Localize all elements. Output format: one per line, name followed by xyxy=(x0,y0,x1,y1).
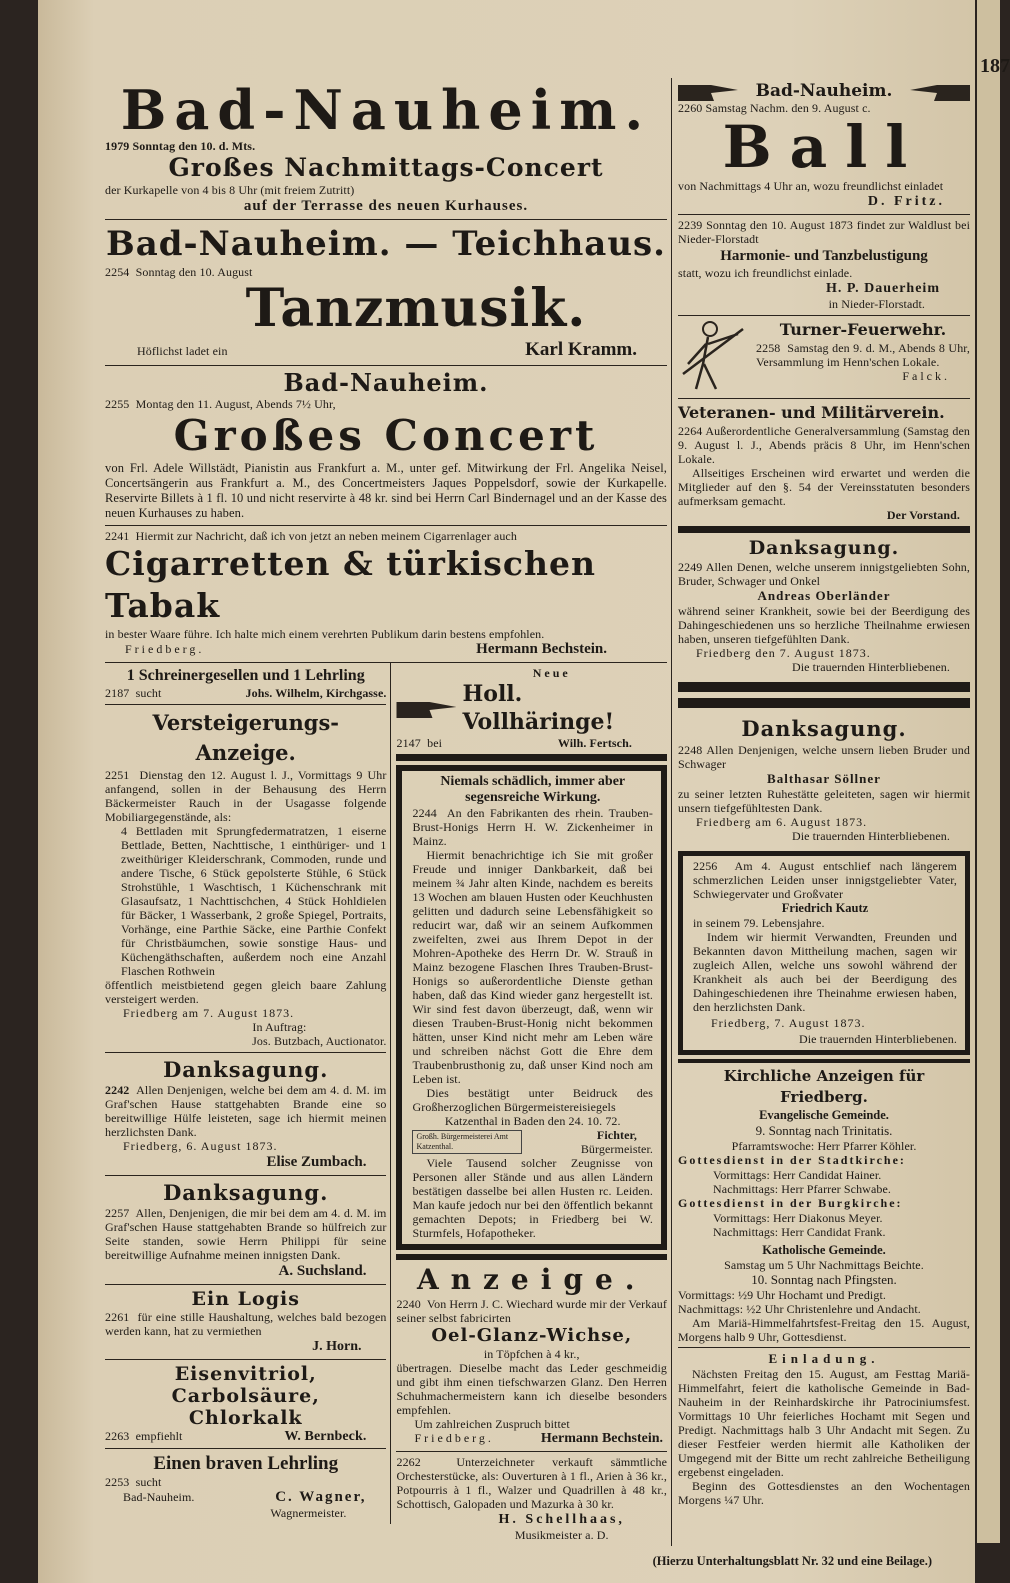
ad-2239 xyxy=(678,215,970,316)
ad-2263 xyxy=(105,1360,386,1449)
ad-2244-box xyxy=(396,765,667,1250)
product: Eisenvitriol, xyxy=(174,1363,317,1385)
ad-number: 2263 xyxy=(105,1429,130,1443)
place: Bad-Nauheim. xyxy=(123,1490,195,1504)
date: Friedberg, 6. August 1873. xyxy=(123,1139,278,1153)
name: Friedrich Kautz xyxy=(781,901,869,915)
body2: Allseitiges Erscheinen wird erwartet und werden die Mitglieder auf den §. 54 der Vereinsstatuten besonders aufmerksam gemacht. xyxy=(678,466,970,508)
catholic-saturday: Samstag um 5 Uhr Nachmittags Beichte. xyxy=(724,1258,924,1272)
intro: An den Fabrikanten des rhein. Trauben-Brust-Honigs Herrn H. W. Zickenheimer in Mainz. xyxy=(412,806,653,848)
title: Holl. Vollhäringe! xyxy=(462,681,615,735)
heading: Danksagung. xyxy=(163,1057,329,1082)
product: Carbolsäure, xyxy=(171,1385,320,1407)
signature: D. Fritz. xyxy=(867,194,945,209)
ad-number: 1979 xyxy=(105,139,130,153)
ad-2264 xyxy=(678,399,970,533)
ad-number: 2260 xyxy=(678,101,703,115)
body: statt, wozu ich freundlichst einlade. xyxy=(678,266,853,280)
place: in Nieder-Florstadt. xyxy=(828,297,925,311)
catholic-feast: Am Mariä-Himmelfahrtsfest-Freitag den 15. August, Morgens halb 9 Uhr, Gottesdienst. xyxy=(678,1316,970,1344)
pointing-hand-icon xyxy=(910,81,970,101)
title: Harmonie- und Tanzbelustigung xyxy=(720,248,928,264)
title: Großes Concert xyxy=(173,411,599,460)
ad-2251 xyxy=(105,705,386,1053)
signature: Der Vorstand. xyxy=(886,508,960,522)
ad-number: 2248 xyxy=(678,743,703,757)
ad-number: 2187 xyxy=(105,686,130,700)
intro-line xyxy=(105,529,667,543)
intro: Allen Denjenigen, welche unsern lieben Bruder und Schwager xyxy=(678,743,970,771)
signature: Elise Zumbach. xyxy=(266,1154,367,1170)
date-line xyxy=(105,265,667,279)
intro: Am 4. August entschlief nach längerem schmerzlichen Leiden unser innigstgeliebter Vater, Schwiegervater und Großvater xyxy=(693,859,957,901)
date: Sonntag den 10. August xyxy=(135,265,253,279)
title: Cigarretten & türkischen Tabak xyxy=(105,544,596,625)
invite: Höflichst ladet ein xyxy=(137,344,228,358)
pointing-hand-icon xyxy=(396,698,456,718)
ad-number: 2258 xyxy=(756,341,781,355)
intro: Hiermit zur Nachricht, daß ich von jetzt an neben meinem Cigarrenlager auch xyxy=(135,529,517,543)
burgkirche-item: Nachmittags: Herr Candidat Frank. xyxy=(713,1225,886,1239)
ad-number: 2262 xyxy=(396,1455,421,1469)
ad-2256-box xyxy=(678,851,970,1055)
heading: Kirchliche Anzeigen für Friedberg. xyxy=(723,1067,925,1106)
footer-note: (Hierzu Unterhaltungsblatt Nr. 32 und eine Beilage.) xyxy=(652,1554,932,1568)
ad-number: 2251 xyxy=(105,768,130,782)
signature: H. Schellhaas, xyxy=(498,1512,625,1527)
right-column xyxy=(672,78,970,1511)
seal: Großh. Bürgermeisterei Amt Katzenthal. xyxy=(412,1130,522,1154)
date-line xyxy=(105,397,667,411)
signature: W. Bernbeck. xyxy=(284,1429,367,1444)
ad-number: 2242 xyxy=(105,1083,130,1097)
body: Außerordentliche Generalversammlung (Samstag den 9. August l. J., Abends präcis 8 Uhr, im Henn'schen Lokale. xyxy=(678,424,970,466)
product: Chlorkalk xyxy=(188,1407,303,1429)
place: auf der Terrasse des neuen Kurhauses. xyxy=(243,198,529,214)
signature: Wilh. Fertsch. xyxy=(557,736,632,750)
name: Andreas Oberländer xyxy=(757,588,891,603)
intro: Sonntag den 10. August 1873 findet zur Waldlust bei Nieder-Florstadt xyxy=(678,218,970,246)
date: Katzenthal in Baden den 24. 10. 72. xyxy=(444,1114,621,1128)
lower-columns xyxy=(105,663,667,1546)
body: für eine stille Haushaltung, welches bald bezogen werden kann, hat zu vermiethen xyxy=(105,1310,387,1338)
ad-number: 2254 xyxy=(105,265,130,279)
signature: Hermann Bechstein. xyxy=(540,1431,663,1446)
date: Friedberg den 7. August 1873. xyxy=(696,646,871,660)
heading: Bad-Nauheim. xyxy=(755,81,893,101)
heading: Danksagung. xyxy=(748,537,900,559)
burgkirche-heading: Gottesdienst in der Burgkirche: xyxy=(678,1196,903,1210)
name: Balthasar Söllner xyxy=(767,771,881,786)
signature: J. Horn. xyxy=(312,1339,362,1354)
newspaper-page xyxy=(38,0,975,1583)
ad-2248 xyxy=(678,712,970,847)
heading: Versteigerungs-Anzeige. xyxy=(152,710,339,765)
ad-2240 xyxy=(396,1254,667,1452)
catholic-time: Vormittags: ½9 Uhr Hochamt und Predigt. xyxy=(678,1288,886,1302)
confirm: Dies bestätigt unter Beidruck des Großherzoglichen Bürgermeistereisiegels xyxy=(412,1086,653,1114)
title: Großes Nachmittags-Concert xyxy=(168,153,604,182)
ad-2147 xyxy=(396,663,667,761)
column-2 xyxy=(391,663,667,1546)
commission: In Auftrag: xyxy=(252,1020,307,1034)
body: von Nachmittags 4 Uhr an, wozu freundlichst einladet xyxy=(678,179,944,193)
ad-number: 2255 xyxy=(105,397,130,411)
ad-2254 xyxy=(105,220,667,366)
body: während seiner Krankheit, sowie bei der Beerdigung des Dahingeschiedenen uns so herzliche Theilnahme erwiesen haben, unseren tiefgefühlten Dank. xyxy=(678,604,970,646)
body: von Frl. Adele Willstädt, Pianistin aus Frankfurt a. M., unter gef. Mitwirkung der Frl. Angelika Neisel, Concertsängerin aus Frankfurt a. M., des Concertmeisters Jaques Poppelsdorf, sowie der Kurkapelle. Reservirte Billets à 1 fl. 10 und nicht reservirte à 48 kr. sind bei Herrn Carl Bindernagel und an der Kasse des neuen Kurhauses zu haben. xyxy=(105,461,667,520)
heading: Danksagung. xyxy=(741,716,907,741)
ad-number: 2240 xyxy=(396,1297,421,1311)
body: Samstag den 9. d. M., Abends 8 Uhr, Versammlung im Henn'schen Lokale. xyxy=(756,341,971,369)
intro: Von Herrn J. C. Wiechard wurde mir der Verkauf seiner selbst fabricirten xyxy=(396,1297,667,1325)
signature: Falck. xyxy=(902,369,950,383)
heading: Bad-Nauheim. — Teichhaus. xyxy=(105,224,667,264)
divider xyxy=(678,682,970,708)
sub: in Töpfchen à 4 kr., xyxy=(483,1347,580,1361)
invitation-heading: Einladung. xyxy=(768,1351,880,1366)
heading: Veteranen- und Militärverein. xyxy=(678,403,945,422)
items: 4 Bettladen mit Sprungfedermatratzen, 1 eiserne Bettlade, Betten, Nachttische, 1 einthüriger- und 1 zweithüriger Kleiderschrank, Commoden, runde und andere Tische, 6 Stück gepolsterte Stühle, 6 Stück Strohstühle, 1 Waschtisch, 1 Küchenschrank mit Glasaufsatz, 1 Nachttischchen, 4 Stück Hohldielen für Bäcker, 1 Wasserbank, 2 große Spiegel, Portraits, Vorhänge, eine Parthie Säcke, eine Parthie Confekt für Christbäumchen, sowie sonstige Haus- und Küchengäthschaften, außerdem noch eine Anzahl Flaschen Rothwein xyxy=(121,824,387,978)
title: Einen braven Lehrling xyxy=(153,1453,339,1474)
body: Allen Denjenigen, welche bei dem am 4. d. M. im Graf'schen Hause stattgehabten Brande eine so bereitwillige Hülfe leisteten, sage ich hiermit meinen herzlichsten Dank. xyxy=(105,1083,387,1139)
intro: Dienstag den 12. August l. J., Vormittags 9 Uhr anfangend, sollen in der Behausung des Herrn Bäckermeister Rauch in der Usagasse folgende Mobiliargegenstände, als: xyxy=(105,768,387,824)
title: Ball xyxy=(722,113,926,181)
ad-2249 xyxy=(678,533,970,678)
date: Friedberg, 7. August 1873. xyxy=(711,1016,866,1030)
ad-2253 xyxy=(105,1449,386,1524)
signature: C. Wagner, xyxy=(275,1489,367,1505)
church-notices xyxy=(678,1059,970,1511)
body: übertragen. Dieselbe macht das Leder geschmeidig und gibt ihm einen tiefschwarzen Glanz. Den Herren Schuhmachermeistern kann ich dieselbe besonders empfehlen. xyxy=(396,1361,667,1417)
date: Friedberg am 6. August 1873. xyxy=(696,815,868,829)
heading: Ein Logis xyxy=(191,1288,300,1310)
signature: Hermann Bechstein. xyxy=(476,641,607,657)
place: Friedberg. xyxy=(125,642,205,656)
ad-number: 2261 xyxy=(105,1310,130,1324)
heading: Bad-Nauheim. xyxy=(283,368,489,397)
pointing-hand-icon xyxy=(678,81,738,101)
title: Tanzmusik. xyxy=(245,278,587,339)
invitation-body: Nächsten Freitag den 15. August, am Festtag Mariä-Himmelfahrt, feiert die katholische Gemeinde in Bad-Nauheim in der Reinhardskirche ihr Patrociniumsfest. Vormittags 10 Uhr feierliches Hochamt mit Segen und Predigt. Nachmittags halb 3 Uhr Andacht mit Segen. Zu dieser Festfeier werden hiermit alle Katholiken der Umgegend mit der Bitte um recht zahlreiche Betheiligung ergebenst eingeladen. xyxy=(678,1367,970,1479)
ad-2255 xyxy=(105,366,667,526)
evangelical-week: Pfarramtswoche: Herr Pfarrer Köhler. xyxy=(731,1139,917,1153)
signature: Die trauernden Hinterbliebenen. xyxy=(791,829,950,843)
date: Montag den 11. August, Abends 7½ Uhr, xyxy=(135,397,336,411)
intro: Allen Denen, welche unserem innigstgeliebten Sohn, Bruder, Schwager und Onkel xyxy=(678,560,970,588)
body: Unterzeichneter verkauft sämmtliche Orchesterstücke, als: Ouverturen à 1 fl., Arien à 36 kr., Potpourris à 1 fl., Walzer und Quadrillen à 48 kr., Schottisch, Galopaden und Mazurka à 30 kr. xyxy=(396,1455,667,1511)
line: der Kurkapelle von 4 bis 8 Uhr (mit freiem Zutritt) xyxy=(105,183,355,197)
stadtkirche-item: Vormittags: Herr Candidat Hainer. xyxy=(713,1168,882,1182)
ad-number: 2241 xyxy=(105,529,130,543)
catholic-time: Nachmittags: ½2 Uhr Christenlehre und Andacht. xyxy=(678,1302,921,1316)
closing: Viele Tausend solcher Zeugnisse von Personen aller Stände und aus allen Ländern bestätigen dasselbe bei allen Husten rc. Leiden. Man kaufe jedoch nur bei den öffentlich bekannt gemachten Depots; in Friedberg bei W. Sturmfels, Hofapotheker. xyxy=(412,1156,653,1240)
role: Musikmeister a. D. xyxy=(514,1528,609,1542)
verb: bei xyxy=(427,736,443,750)
left-area xyxy=(105,78,672,1546)
ad-number: 2264 xyxy=(678,424,703,438)
outro: öffentlich meistbietend gegen gleich baare Zahlung versteigert werden. xyxy=(105,978,387,1006)
date: Friedberg am 7. August 1873. xyxy=(123,1006,295,1020)
ad-number: 2253 xyxy=(105,1475,130,1489)
role: Wagnermeister. xyxy=(270,1506,347,1520)
page-number: 187 xyxy=(980,55,1010,77)
body: Hiermit benachrichtige ich Sie mit großer Freude und inniger Dankbarkeit, daß bei meinem ¾ Jahr alten Kinde, nachdem es bereits 13 Wochen am blauen Husten oder Keuchhusten gelitten und dadurch seine Lebensfähigkeit so reducirt war, daß wir an seinem Aufkommen zweifelten, zwei aus Ihrem Depot in der Mohren-Apotheke des Herrn Dr. W. Strauß in Mainz bezogene Flaschen Ihres Trauben-Brust-Honigs so außerordentliche Dienste gethan haben, daß das Kind wieder ganz hergestellt ist. Wir sind fest davon überzeugt, daß, wenn wir diesen Trauben-Brust-Honig nicht bekommen hätten, unser Kind nicht mehr am Leben wäre und schreiben nächst Gott die Ehre dem Traubenbrusthonig zu, daß unser Kind noch am Leben ist. xyxy=(412,848,653,1086)
request: Um zahlreichen Zuspruch bittet xyxy=(414,1417,570,1431)
burgkirche-item: Vormittags: Herr Diakonus Meyer. xyxy=(713,1211,883,1225)
signature: Die trauernden Hinterbliebenen. xyxy=(791,660,950,674)
date: Samstag Nachm. den 9. August c. xyxy=(705,101,871,115)
signature: Karl Kramm. xyxy=(525,339,637,360)
catholic-sunday: 10. Sonntag nach Pfingsten. xyxy=(751,1272,897,1287)
heading: Bad-Nauheim. xyxy=(120,78,652,142)
heading: Niemals schädlich, immer aber segensreiche Wirkung. xyxy=(440,774,626,805)
kicker: Neue xyxy=(532,666,571,680)
signature: A. Suchsland. xyxy=(278,1263,367,1279)
ad-2187 xyxy=(105,663,386,705)
stadtkirche-item: Nachmittags: Herr Pfarrer Schwabe. xyxy=(713,1182,891,1196)
ad-number: 2257 xyxy=(105,1206,130,1220)
page-columns xyxy=(105,78,970,1546)
ad-2242 xyxy=(105,1053,386,1176)
heading: Danksagung. xyxy=(163,1180,329,1205)
signature: Die trauernden Hinterbliebenen. xyxy=(798,1032,957,1046)
ad-2241 xyxy=(105,526,667,663)
verb: empfiehlt xyxy=(135,1429,183,1443)
ad-2257 xyxy=(105,1176,386,1285)
date: Sonntag den 10. d. Mts. xyxy=(132,139,256,153)
ad-2260 xyxy=(678,78,970,215)
age: in seinem 79. Lebensjahre. xyxy=(693,916,825,930)
verb: sucht xyxy=(135,1475,162,1489)
fireman-illustration-icon xyxy=(678,319,748,394)
invitation-body2: Beginn des Gottesdienstes an den Wochentagen Morgens ¼7 Uhr. xyxy=(678,1479,970,1507)
body: zu seiner letzten Ruhestätte geleiteten, sagen wir hiermit unsern tiefgefühltesten Dank. xyxy=(678,787,970,815)
stadtkirche-heading: Gottesdienst in der Stadtkirche: xyxy=(678,1153,906,1167)
ad-number: 2249 xyxy=(678,560,703,574)
ad-number: 2256 xyxy=(693,859,718,873)
ad-number: 2244 xyxy=(412,806,437,820)
evangelical-heading: Evangelische Gemeinde. xyxy=(759,1108,889,1122)
ad-2258 xyxy=(678,316,970,399)
signer: Fichter, xyxy=(596,1128,637,1142)
signature: H. P. Dauerheim xyxy=(825,281,940,296)
verb: sucht xyxy=(135,686,162,700)
heading: Anzeige. xyxy=(416,1263,647,1296)
title: 1 Schreinergesellen und 1 Lehrling xyxy=(126,667,365,684)
heading: Turner-Feuerwehr. xyxy=(779,320,947,339)
next-page-edge xyxy=(977,0,1010,1543)
body: in bester Waare führe. Ich halte mich einem verehrten Publikum darin bestens empfohlen. xyxy=(105,627,545,641)
ad-2261 xyxy=(105,1285,386,1360)
body: Indem wir hiermit Verwandten, Freunden und Bekannten davon Mittheilung machen, sagen wir zugleich Allen, welche uns sowohl während der Krankheit als auch bei der Beerdigung des Dahingeschiedenen ihre Theinahme erwiesen haben, den herzlichsten Dank. xyxy=(693,930,957,1014)
ad-2262 xyxy=(396,1452,667,1546)
body: Allen, Denjenigen, die mir bei dem am 4. d. M. im Graf'schen Hause stattgehabten Brande so hülfreich zur Seite standen, sowie Herrn Philippi für seine bereitwillige Aufnahme meinen innigsten Dank. xyxy=(105,1206,387,1262)
signature: Johs. Wilhelm, Kirchgasse. xyxy=(245,686,387,700)
signature: Jos. Butzbach, Auctionator. xyxy=(252,1034,387,1048)
ad-1979 xyxy=(105,78,667,220)
title: Oel-Glanz-Wichse, xyxy=(431,1325,633,1346)
divider xyxy=(678,1347,970,1348)
signer-role: Bürgermeister. xyxy=(580,1142,653,1156)
place: Friedberg. xyxy=(414,1431,494,1445)
column-1 xyxy=(105,663,391,1524)
ad-number: 2147 xyxy=(396,736,421,750)
catholic-heading: Katholische Gemeinde. xyxy=(762,1243,886,1257)
evangelical-sunday: 9. Sonntag nach Trinitatis. xyxy=(755,1123,893,1138)
ad-number: 2239 xyxy=(678,218,703,232)
